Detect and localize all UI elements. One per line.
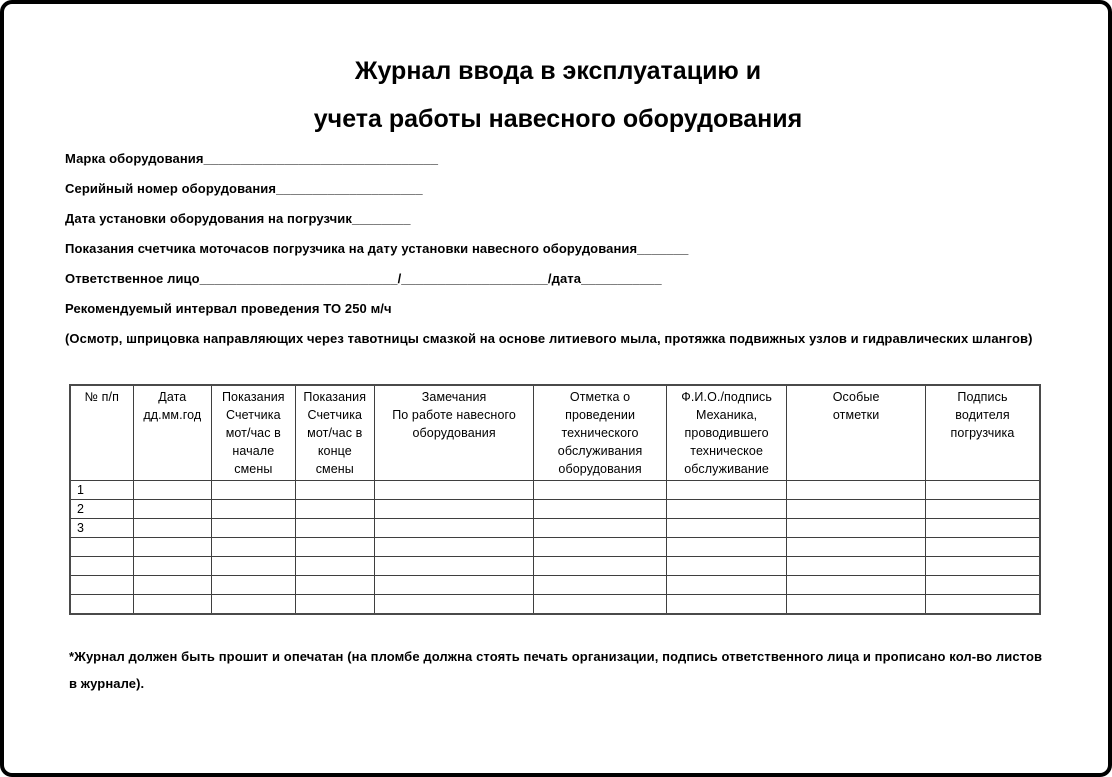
table-header-line: технического bbox=[561, 426, 639, 440]
table-header-line: Подпись bbox=[957, 390, 1008, 404]
table-header-cell-5 bbox=[534, 385, 667, 481]
table-cell bbox=[212, 538, 295, 557]
row-number-cell bbox=[70, 595, 133, 615]
table-cell bbox=[925, 500, 1040, 519]
table-cell bbox=[295, 595, 375, 615]
table-header-cell-8 bbox=[925, 385, 1040, 481]
table-cell bbox=[133, 481, 212, 500]
equipment-log-table bbox=[69, 384, 1041, 615]
table-header-cell-7 bbox=[787, 385, 926, 481]
table-cell bbox=[925, 519, 1040, 538]
field-responsible-person: Ответственное лицо___________________________/____________________/дата___________ bbox=[65, 271, 662, 286]
table-row-7 bbox=[70, 595, 1040, 615]
table-header-line: Замечания bbox=[421, 390, 487, 404]
footnote: *Журнал должен быть прошит и опечатан (на пломбе должна стоять печать организации, подпись ответственного лица и прописано кол-во листов в журнале). bbox=[69, 649, 1043, 691]
table-cell bbox=[667, 557, 787, 576]
table-cell bbox=[787, 595, 926, 615]
table-cell bbox=[534, 481, 667, 500]
table-cell bbox=[212, 557, 295, 576]
table-cell bbox=[925, 595, 1040, 615]
field-hour-meter-reading: Показания счетчика моточасов погрузчика на дату установки навесного оборудования_______ bbox=[65, 241, 689, 256]
table-header-cell-3 bbox=[295, 385, 375, 481]
table-cell bbox=[667, 595, 787, 615]
table-head bbox=[70, 385, 1040, 481]
table-row-5 bbox=[70, 557, 1040, 576]
table-cell bbox=[534, 595, 667, 615]
table-header-line: Показания bbox=[221, 390, 285, 404]
table-cell bbox=[133, 538, 212, 557]
table-cell bbox=[534, 576, 667, 595]
table-header-line: конце bbox=[317, 444, 352, 458]
table-cell bbox=[295, 500, 375, 519]
table-cell bbox=[534, 500, 667, 519]
row-number-cell: 3 bbox=[70, 519, 133, 538]
table-cell bbox=[534, 538, 667, 557]
table-cell bbox=[212, 576, 295, 595]
table-cell bbox=[667, 538, 787, 557]
document-content bbox=[65, 8, 1051, 697]
table-cell bbox=[212, 519, 295, 538]
table-cell bbox=[295, 538, 375, 557]
table-header-line: обслуживания bbox=[557, 444, 643, 458]
doc-title bbox=[65, 56, 1051, 134]
table-cell bbox=[925, 481, 1040, 500]
table-header-line: отметки bbox=[832, 408, 880, 422]
table-cell bbox=[375, 557, 534, 576]
table-header-line: погрузчика bbox=[950, 426, 1015, 440]
table-cell bbox=[787, 557, 926, 576]
table-cell bbox=[925, 557, 1040, 576]
table-cell bbox=[787, 519, 926, 538]
table-cell bbox=[375, 500, 534, 519]
table-cell bbox=[212, 595, 295, 615]
table-cell bbox=[534, 557, 667, 576]
table-row-3 bbox=[70, 519, 1040, 538]
table-header-line: проводившего bbox=[684, 426, 769, 440]
table-header-line: По работе навесного bbox=[392, 408, 516, 422]
doc-title-line1: Журнал ввода в эксплуатацию и bbox=[354, 57, 762, 85]
table-row-1 bbox=[70, 481, 1040, 500]
doc-title-line2: учета работы навесного оборудования bbox=[313, 105, 803, 133]
table-header-row bbox=[70, 385, 1040, 481]
table-cell bbox=[925, 538, 1040, 557]
table-header-line: Особые bbox=[832, 390, 880, 404]
table-cell bbox=[375, 481, 534, 500]
table-cell bbox=[375, 576, 534, 595]
table-header-line: водителя bbox=[955, 408, 1010, 422]
table-header-line: начале bbox=[232, 444, 275, 458]
table-cell bbox=[925, 576, 1040, 595]
table-header-line: дд.мм.год bbox=[143, 408, 202, 422]
table-header-line: Ф.И.О./подпись bbox=[681, 390, 773, 404]
row-number-cell: 2 bbox=[70, 500, 133, 519]
table-header-line: оборудования bbox=[412, 426, 496, 440]
table-cell bbox=[375, 595, 534, 615]
table-header-line: оборудования bbox=[558, 462, 642, 476]
row-number-cell bbox=[70, 576, 133, 595]
row-number-cell bbox=[70, 557, 133, 576]
table-header-line: Показания bbox=[303, 390, 367, 404]
table-body bbox=[70, 481, 1040, 615]
table-cell bbox=[787, 576, 926, 595]
table-header-line: мот/час в bbox=[225, 426, 281, 440]
table-cell bbox=[667, 576, 787, 595]
table-header-line: Счетчика bbox=[225, 408, 281, 422]
field-installation-date: Дата установки оборудования на погрузчик________ bbox=[65, 211, 411, 226]
form-fields bbox=[65, 152, 1051, 346]
row-number-cell bbox=[70, 538, 133, 557]
table-row-4 bbox=[70, 538, 1040, 557]
table-header-line: № п/п bbox=[84, 390, 119, 404]
table-header-cell-1 bbox=[133, 385, 212, 481]
table-header-cell-4 bbox=[375, 385, 534, 481]
table-cell bbox=[375, 519, 534, 538]
table-header-line: проведении bbox=[565, 408, 636, 422]
table-row-6 bbox=[70, 576, 1040, 595]
table-cell bbox=[787, 538, 926, 557]
table-cell bbox=[295, 519, 375, 538]
field-serial-number: Серийный номер оборудования____________________ bbox=[65, 181, 423, 196]
table-cell bbox=[667, 500, 787, 519]
table-header-cell-6 bbox=[667, 385, 787, 481]
field-maintenance-note: (Осмотр, шприцовка направляющих через тавотницы смазкой на основе литиевого мыла, протяжка подвижных узлов и гидравлических шлангов) bbox=[65, 331, 1033, 346]
table-cell bbox=[375, 538, 534, 557]
table-header-line: обслуживание bbox=[684, 462, 769, 476]
table-cell bbox=[133, 595, 212, 615]
table-header-cell-2 bbox=[212, 385, 295, 481]
table-header-cell-0 bbox=[70, 385, 133, 481]
table-cell bbox=[133, 519, 212, 538]
table-cell bbox=[667, 519, 787, 538]
table-header-line: Механика, bbox=[696, 408, 758, 422]
table-cell bbox=[133, 500, 212, 519]
table-header-line: Дата bbox=[158, 390, 187, 404]
table-cell bbox=[295, 576, 375, 595]
table-cell bbox=[133, 557, 212, 576]
table-header-line: техническое bbox=[690, 444, 763, 458]
row-number-cell: 1 bbox=[70, 481, 133, 500]
table-cell bbox=[534, 519, 667, 538]
table-cell bbox=[212, 481, 295, 500]
table-cell bbox=[667, 481, 787, 500]
table-header-line: смены bbox=[315, 462, 354, 476]
table-header-line: Отметка о bbox=[569, 390, 631, 404]
table-header-line: смены bbox=[234, 462, 273, 476]
table-row-2 bbox=[70, 500, 1040, 519]
table-cell bbox=[212, 500, 295, 519]
table-cell bbox=[295, 557, 375, 576]
table-cell bbox=[133, 576, 212, 595]
table-header-line: Счетчика bbox=[307, 408, 363, 422]
table-header-line: мот/час в bbox=[307, 426, 363, 440]
field-maintenance-interval: Рекомендуемый интервал проведения ТО 250 м/ч bbox=[65, 301, 392, 316]
table-cell bbox=[787, 500, 926, 519]
table-cell bbox=[295, 481, 375, 500]
field-equipment-brand: Марка оборудования________________________________ bbox=[65, 151, 439, 166]
table-cell bbox=[787, 481, 926, 500]
